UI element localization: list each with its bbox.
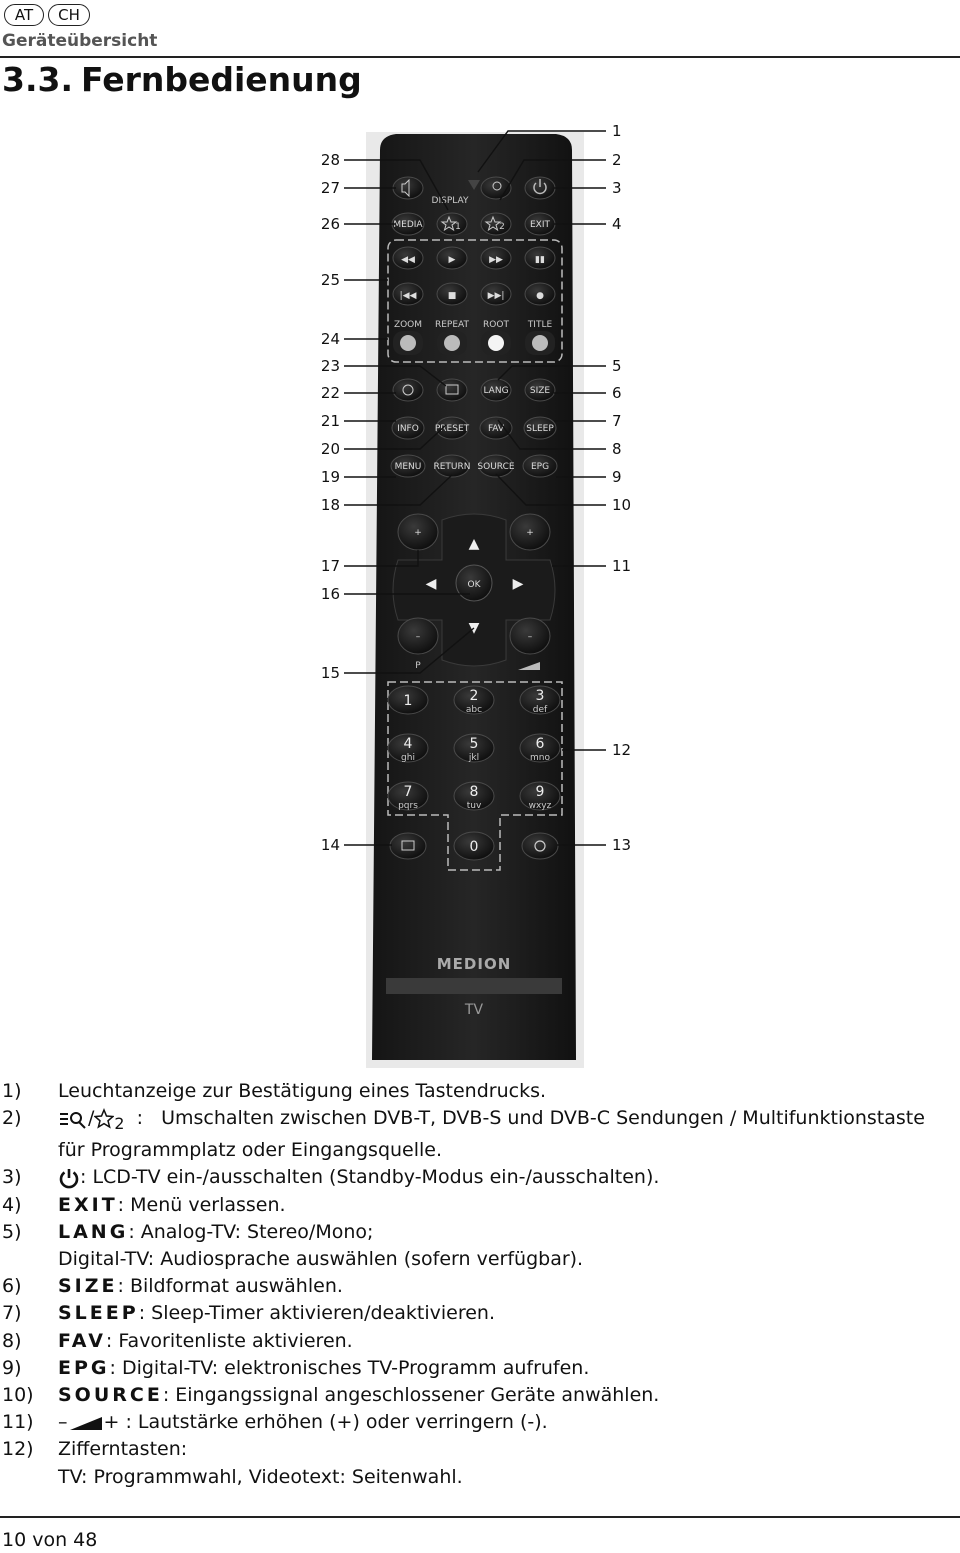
legend-item-7 [0, 1300, 960, 1327]
callout-8: 8 [612, 440, 622, 458]
legend-item-10 [0, 1382, 960, 1409]
record-icon: ● [536, 291, 544, 301]
legend-keyword: SLEEP [58, 1302, 139, 1325]
skip-back-icon: |◀◀ [399, 291, 417, 301]
callout-12: 12 [612, 741, 632, 759]
color-label-3: TITLE [527, 320, 553, 330]
legend-item-11 [0, 1409, 960, 1436]
digit-5-letters: jkl [468, 753, 480, 763]
legend-colon: : [136, 1107, 143, 1130]
legend-number: 6) [2, 1275, 22, 1298]
brand-logo: MEDION [436, 955, 512, 973]
fn-row3-button-2-label: SOURCE [477, 462, 515, 472]
callout-9: 9 [612, 468, 622, 486]
nav-left-icon: ◀ [425, 576, 437, 592]
color-label-0: ZOOM [393, 320, 423, 330]
callout-7: 7 [612, 412, 622, 430]
media-button-label: MEDIA [393, 220, 423, 230]
legend-text: : Eingangssignal angeschlossener Geräte anwählen. [162, 1384, 660, 1407]
ch-minus-button-label: – [415, 632, 421, 642]
digit-4-letters: ghi [401, 753, 415, 763]
fast-forward-icon: ▶▶ [489, 255, 503, 265]
ch-plus-button-label: + [414, 528, 422, 538]
callout-11: 11 [612, 557, 632, 575]
volume-plus-sign: + [103, 1411, 120, 1434]
vol-plus-button-label: + [526, 528, 534, 538]
legend-text [58, 1105, 960, 1164]
callout-5: 5 [612, 357, 622, 375]
legend-text: : Menü verlassen. [117, 1193, 286, 1216]
legend-text: : Bildformat auswählen. [117, 1275, 343, 1298]
fn-row2-button-2-label: FAV [487, 424, 505, 434]
legend-number: 2) [2, 1107, 22, 1130]
callout-3: 3 [612, 179, 622, 197]
callout-28: 28 [320, 151, 340, 169]
callout-13: 13 [612, 836, 632, 854]
fav1-button [437, 213, 467, 235]
fn-row2-button-0-label: INFO [397, 424, 419, 434]
fn-row3-button-1-label: RETURN [433, 462, 471, 472]
silver-band [386, 978, 562, 994]
country-badge-ch: CH [48, 4, 90, 26]
digit-5-label: 5 [469, 736, 479, 752]
legend-number: 1) [2, 1080, 22, 1102]
device-label: TV [464, 1002, 484, 1018]
digit-3-label: 3 [535, 688, 545, 704]
legend-keyword: LANG [58, 1220, 129, 1243]
legend-item-9 [0, 1355, 960, 1382]
fn-row3-button-3-label: EPG [530, 462, 550, 472]
legend-number: 3) [2, 1166, 22, 1189]
callout-19: 19 [320, 468, 340, 486]
digit-7-label: 7 [403, 784, 413, 800]
callout-27: 27 [320, 179, 340, 197]
pause-icon: ▮▮ [535, 255, 545, 265]
legend-text: Zifferntasten: [58, 1438, 188, 1461]
callout-1: 1 [612, 122, 622, 140]
digit-9-letters: wxyz [528, 801, 552, 811]
legend-item-12 [0, 1436, 960, 1490]
legend-text-line2: Digital-TV: Audiosprache auswählen (sofern verfügbar). [58, 1248, 584, 1271]
legend-number: 8) [2, 1329, 22, 1352]
vol-minus-button-label: – [527, 632, 533, 642]
legend-text-content: : LCD-TV ein-/ausschalten (Standby-Modus ein-/ausschalten). [80, 1166, 660, 1189]
legend-keyword: SIZE [58, 1275, 118, 1298]
color-button-dot-1 [444, 335, 460, 351]
chapter-number: 3.3. [2, 60, 73, 99]
color-label-1: REPEAT [434, 320, 470, 330]
callout-15: 15 [320, 664, 340, 682]
callout-25: 25 [320, 271, 340, 289]
size-button-label: SIZE [529, 386, 551, 396]
volume-minus-sign: – [58, 1411, 68, 1434]
legend-number: 9) [2, 1356, 22, 1379]
color-button-dot-0 [400, 335, 416, 351]
ok-label: OK [467, 580, 481, 590]
legend-number: 12) [2, 1438, 34, 1461]
digit-2-label: 2 [469, 688, 479, 704]
legend-text-line2: TV: Programmwahl, Videotext: Seitenwahl. [58, 1465, 463, 1488]
legend-text: : Lautstärke erhöhen (+) oder verringern (-). [125, 1411, 548, 1434]
fn-row2-button-1-label: PRESET [434, 424, 470, 434]
fn-row3-button-0-label: MENU [394, 462, 422, 472]
legend-item-5 [0, 1219, 960, 1273]
digit-2-letters: abc [465, 705, 483, 715]
section-title: Geräteübersicht [2, 31, 158, 51]
callout-2: 2 [612, 151, 622, 169]
legend-text: : Digital-TV: elektronisches TV-Programm aufrufen. [109, 1356, 590, 1379]
legend-number: 4) [2, 1193, 22, 1216]
digit-8-label: 8 [469, 784, 479, 800]
legend-number: 10) [2, 1384, 34, 1407]
legend-item-2 [0, 1105, 960, 1164]
skip-forward-icon: ▶▶| [487, 291, 505, 301]
digit-3-letters: def [532, 705, 548, 715]
digit-8-letters: tuv [466, 801, 482, 811]
callout-18: 18 [320, 496, 340, 514]
legend-separator: / [88, 1107, 95, 1130]
globe-button [393, 379, 423, 401]
teletext-button [390, 833, 426, 859]
color-button-dot-2 [488, 335, 504, 351]
fav2-sub: 2 [499, 222, 505, 232]
digit-4-label: 4 [403, 736, 413, 752]
legend-list [0, 1078, 960, 1491]
chapter-title: Fernbedienung [81, 60, 362, 99]
legend-text-line2: für Programmplatz oder Eingangsquelle. [58, 1139, 443, 1162]
digit-6-label: 6 [535, 736, 545, 752]
digit-9-label: 9 [535, 784, 545, 800]
nav-up-icon: ▲ [468, 536, 480, 552]
stop-icon: ■ [447, 291, 457, 301]
legend-text: : Sleep-Timer aktivieren/deaktivieren. [138, 1302, 495, 1325]
callout-21: 21 [320, 412, 340, 430]
callout-22: 22 [320, 384, 340, 402]
digit-1-label: 1 [403, 693, 413, 709]
callout-16: 16 [320, 585, 340, 603]
legend-keyword: EXIT [58, 1193, 118, 1216]
nav-down-icon: ▼ [468, 620, 480, 636]
legend-number: 5) [2, 1220, 22, 1243]
page-number: 10 von 48 [2, 1529, 98, 1551]
legend-keyword: FAV [58, 1329, 106, 1352]
callout-20: 20 [320, 440, 340, 458]
callout-24: 24 [320, 330, 340, 348]
input-source-icon [58, 1108, 88, 1130]
legend-keyword: SOURCE [58, 1384, 163, 1407]
color-button-dot-3 [532, 335, 548, 351]
legend-item-4 [0, 1192, 960, 1219]
legend-number: 11) [2, 1411, 34, 1434]
digit-0-label: 0 [469, 839, 479, 855]
callout-6: 6 [612, 384, 622, 402]
fav2-button [481, 213, 511, 235]
legend-item-6 [0, 1273, 960, 1300]
favorite-star-icon [94, 1108, 114, 1130]
fav1-sub: 1 [455, 222, 461, 232]
exit-button-label: EXIT [529, 220, 551, 230]
digit-6-letters: mno [530, 753, 550, 763]
legend-item-8 [0, 1328, 960, 1355]
footer-rule [0, 1516, 960, 1518]
callout-17: 17 [320, 557, 340, 575]
legend-item-1 [0, 1078, 960, 1105]
callout-14: 14 [320, 836, 340, 854]
power-icon [58, 1167, 80, 1189]
lang-button-label: LANG [483, 386, 509, 396]
play-icon: ▶ [448, 255, 456, 265]
rewind-icon: ◀◀ [401, 255, 415, 265]
fn-row2-button-3-label: SLEEP [526, 424, 554, 434]
callout-26: 26 [320, 215, 340, 233]
callout-10: 10 [612, 496, 632, 514]
legend-text: : Analog-TV: Stereo/Mono; [128, 1220, 374, 1243]
volume-wedge-icon [68, 1414, 104, 1432]
swap-button [522, 833, 558, 859]
legend-number: 7) [2, 1302, 22, 1325]
display-label: DISPLAY [431, 196, 469, 206]
digit-7-letters: pqrs [398, 801, 418, 811]
legend-text [58, 1164, 960, 1191]
legend-item-3 [0, 1164, 960, 1191]
legend-subscript: 2 [114, 1114, 125, 1133]
country-badge-at: AT [4, 4, 44, 26]
nav-right-icon: ▶ [512, 576, 524, 592]
legend-text-line1: Umschalten zwischen DVB-T, DVB-S und DVB-C Sendungen / Multifunktionstaste [161, 1107, 925, 1130]
legend-text: Leuchtanzeige zur Bestätigung eines Tastendrucks. [58, 1080, 547, 1102]
color-label-2: ROOT [483, 320, 509, 330]
legend-keyword: EPG [58, 1356, 110, 1379]
legend-text: : Favoritenliste aktivieren. [105, 1329, 353, 1352]
callout-4: 4 [612, 215, 622, 233]
program-label: P [415, 661, 421, 671]
callout-23: 23 [320, 357, 340, 375]
